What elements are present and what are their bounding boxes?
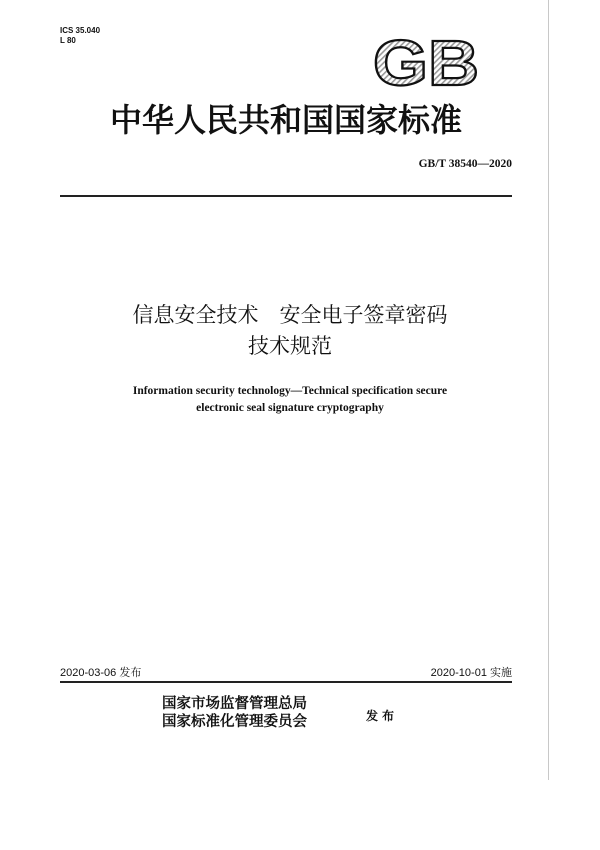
issuer-samr: 国家市场监督管理总局 xyxy=(162,695,307,712)
right-edge-rule xyxy=(548,0,549,780)
english-title-line2: electronic seal signature cryptography xyxy=(196,402,384,414)
bottom-divider xyxy=(60,681,512,683)
ccs-code: L 80 xyxy=(60,36,76,45)
organization-title: 中华人民共和国国家标准 xyxy=(109,101,462,139)
ics-code: ICS 35.040 xyxy=(60,26,101,35)
gb-logo xyxy=(370,30,482,90)
issuing-authorities xyxy=(162,695,307,731)
english-title-line1: Information security technology—Technical specification secure xyxy=(132,385,448,397)
chinese-title xyxy=(40,300,540,362)
publish-date: 2020-03-06 发布 xyxy=(60,667,142,679)
issue-label: 发布 xyxy=(366,709,399,723)
classification-codes xyxy=(60,26,100,46)
issuer-sac: 国家标准化管理委员会 xyxy=(162,713,307,730)
top-divider xyxy=(60,195,512,197)
standard-number: GB/T 38540—2020 xyxy=(418,158,512,170)
english-title xyxy=(40,383,540,417)
implementation-date: 2020-10-01 实施 xyxy=(430,667,512,679)
chinese-title-line2: 技术规范 xyxy=(248,334,332,358)
gb-logo-letters: GB xyxy=(373,30,479,90)
chinese-title-line1: 信息安全技术 安全电子签章密码 xyxy=(132,303,448,327)
